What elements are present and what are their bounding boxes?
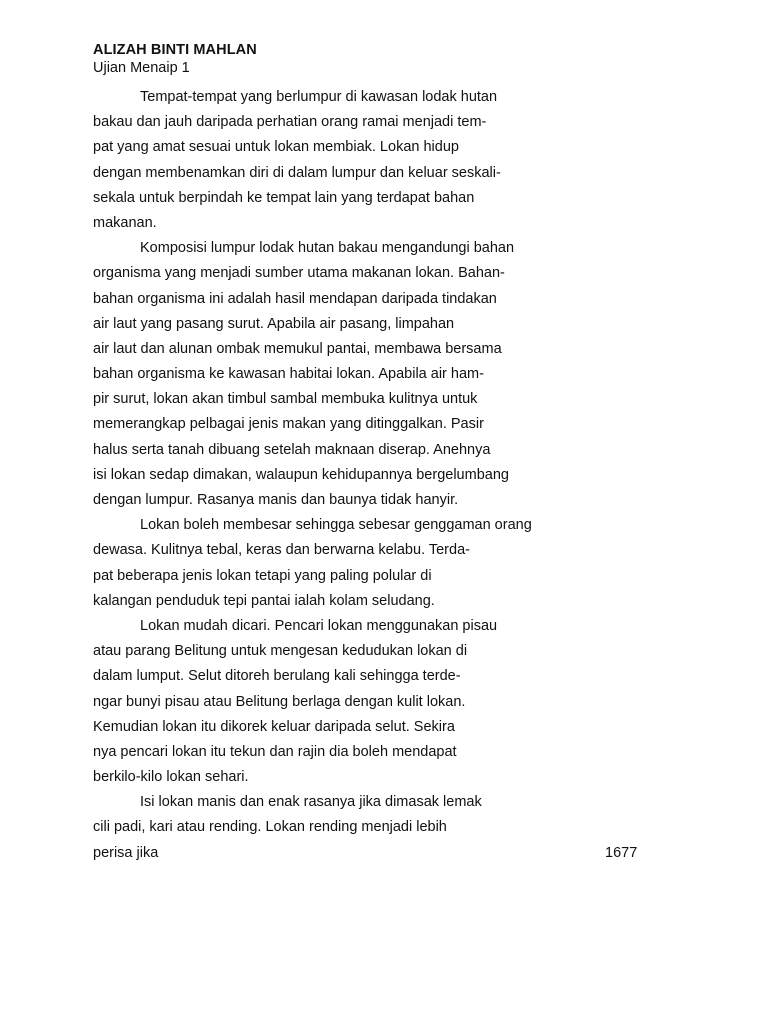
text-line: bahan organisma ke kawasan habitai lokan. Apabila air ham-	[93, 366, 484, 383]
text-line: pat yang amat sesuai untuk lokan membiak. Lokan hidup	[93, 139, 459, 156]
text-line: air laut yang pasang surut. Apabila air pasang, limpahan	[93, 315, 455, 332]
word-count: 1677	[605, 844, 638, 861]
text-line: makanan.	[93, 214, 157, 231]
text-line: pat beberapa jenis lokan tetapi yang paling polular di	[93, 567, 432, 584]
text-line: perisa jika	[93, 844, 159, 861]
text-line: sekala untuk berpindah ke tempat lain yang terdapat bahan	[93, 189, 475, 206]
text-line: dalam lumput. Selut ditoreh berulang kali sehingga terde-	[93, 668, 461, 685]
text-line: berkilo-kilo lokan sehari.	[93, 769, 249, 786]
text-line: cili padi, kari atau rending. Lokan rending menjadi lebih	[93, 819, 447, 836]
last-line-row	[93, 841, 653, 866]
text-line: dengan membenamkan diri di dalam lumpur dan keluar seskali-	[93, 164, 501, 181]
text-line: ngar bunyi pisau atau Belitung berlaga dengan kulit lokan.	[93, 693, 466, 710]
text-line: dewasa. Kulitnya tebal, keras dan berwarna kelabu. Terda-	[93, 542, 470, 559]
text-line: Kemudian lokan itu dikorek keluar daripada selut. Sekira	[93, 718, 455, 735]
text-line: Komposisi lumpur lodak hutan bakau mengandungi bahan	[140, 240, 515, 257]
text-line: atau parang Belitung untuk mengesan kedudukan lokan di	[93, 643, 468, 660]
text-line: kalangan penduduk tepi pantai ialah kolam seludang.	[93, 592, 435, 609]
body-text	[93, 85, 653, 866]
text-line: Isi lokan manis dan enak rasanya jika dimasak lemak	[140, 794, 482, 811]
text-line: isi lokan sedap dimakan, walaupun kehidupannya bergelumbang	[93, 466, 509, 483]
text-line: bakau dan jauh daripada perhatian orang ramai menjadi tem-	[93, 114, 487, 131]
text-line: organisma yang menjadi sumber utama makanan lokan. Bahan-	[93, 265, 505, 282]
text-line: bahan organisma ini adalah hasil mendapan daripada tindakan	[93, 290, 497, 307]
text-line: halus serta tanah dibuang setelah maknaan diserap. Anehnya	[93, 441, 491, 458]
text-line: pir surut, lokan akan timbul sambal membuka kulitnya untuk	[93, 391, 478, 408]
document-subtitle: Ujian Menaip 1	[93, 60, 190, 76]
text-line: memerangkap pelbagai jenis makan yang ditinggalkan. Pasir	[93, 416, 484, 433]
text-line: dengan lumpur. Rasanya manis dan baunya tidak hanyir.	[93, 492, 459, 508]
author-name: ALIZAH BINTI MAHLAN	[93, 42, 257, 58]
text-line: nya pencari lokan itu tekun dan rajin dia boleh mendapat	[93, 743, 457, 760]
text-line: air laut dan alunan ombak memukul pantai, membawa bersama	[93, 340, 502, 357]
text-line: Lokan mudah dicari. Pencari lokan menggunakan pisau	[140, 617, 498, 634]
text-line: Tempat-tempat yang berlumpur di kawasan lodak hutan	[140, 89, 498, 105]
text-line: Lokan boleh membesar sehingga sebesar genggaman orang	[140, 517, 532, 534]
